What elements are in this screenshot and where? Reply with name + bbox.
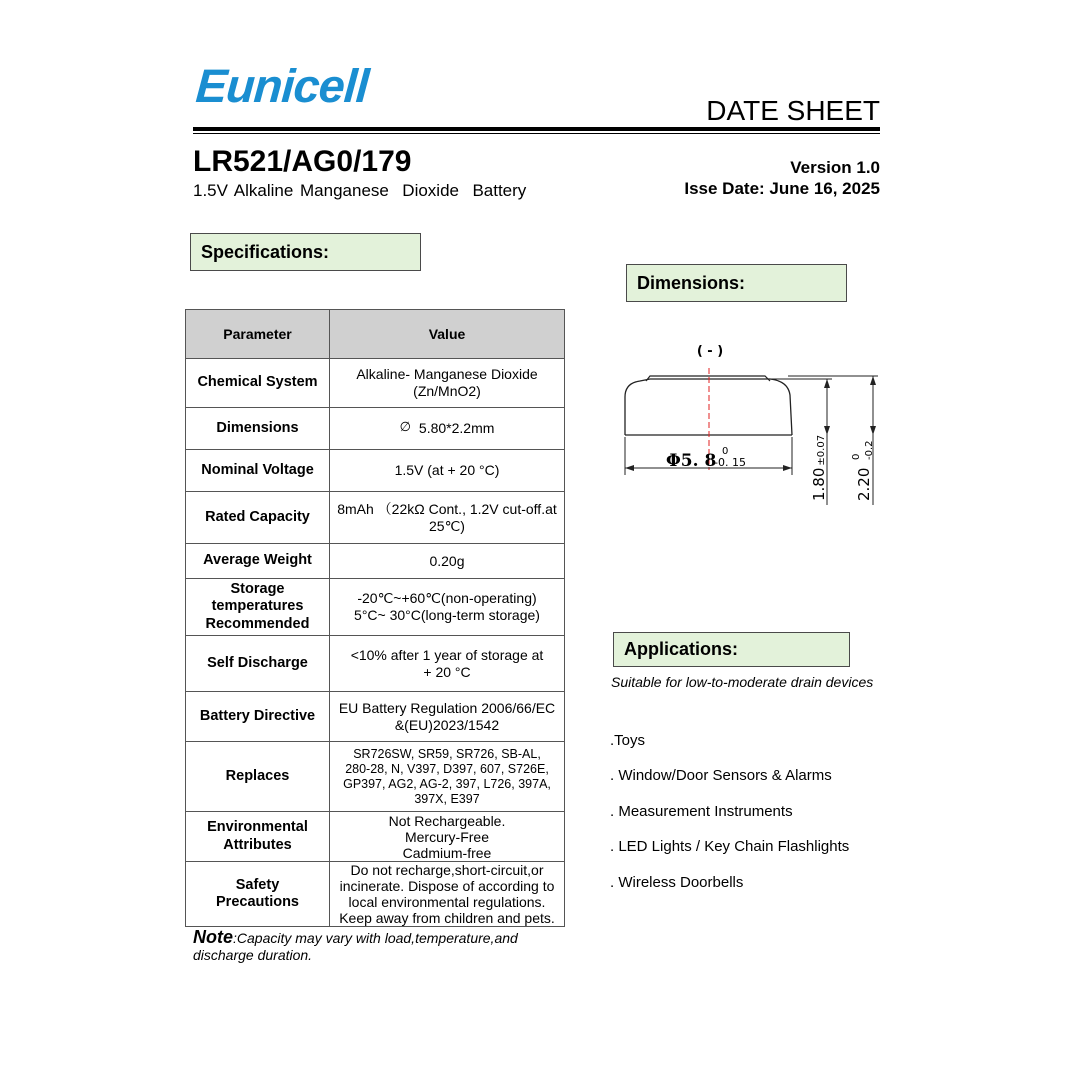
- diameter-arrow-right: [783, 465, 792, 471]
- table-row: [186, 579, 565, 636]
- param-cell: Average Weight: [186, 544, 330, 579]
- param-cell: Battery Directive: [186, 692, 330, 742]
- polarity-label: ( - ): [696, 344, 724, 359]
- param-cell: Safety Precautions: [186, 862, 330, 927]
- note-text: :Capacity may vary with load,temperature,and discharge duration.: [193, 930, 518, 963]
- param-cell: Self Discharge: [186, 636, 330, 692]
- dimensions-heading: Dimensions:: [626, 264, 847, 302]
- column-header-value: Value: [330, 310, 565, 359]
- header-rule-thin: [193, 133, 880, 134]
- value-cell: SR726SW, SR59, SR726, SB-AL, 280-28, N, V397, D397, 607, S726E, GP397, AG2, AG-2, 397, L726, 397A, 397X, E397: [330, 742, 565, 812]
- value-cell: ∅ 5.80*2.2mm: [330, 408, 565, 450]
- table-row: [186, 692, 565, 742]
- specifications-heading: Specifications:: [190, 233, 421, 271]
- value-cell: Alkaline- Manganese Dioxide (Zn/MnO2): [330, 359, 565, 408]
- value-cell: <10% after 1 year of storage at + 20 °C: [330, 636, 565, 692]
- height2-arrow-top: [870, 376, 876, 385]
- height2-tol-upper: 0: [851, 453, 862, 460]
- height1-arrow-bottom: [824, 426, 830, 435]
- value-cell: Not Rechargeable. Mercury-Free Cadmium-free: [330, 812, 565, 862]
- applications-heading: Applications:: [613, 632, 850, 667]
- application-item: .Toys: [610, 732, 646, 749]
- diameter-symbol-icon: ∅: [399, 419, 411, 434]
- header-rule: [193, 127, 880, 131]
- issue-date: Isse Date: June 16, 2025: [684, 179, 880, 198]
- height2-arrow-bottom: [870, 426, 876, 435]
- param-cell: Dimensions: [186, 408, 330, 450]
- diameter-arrow-left: [625, 465, 634, 471]
- document-title: DATE SHEET: [706, 95, 880, 126]
- height1-arrow-top: [824, 379, 830, 388]
- value-cell: EU Battery Regulation 2006/66/EC &(EU)2023/1542: [330, 692, 565, 742]
- note-label: Note: [193, 927, 233, 947]
- param-cell: Storage temperatures Recommended: [186, 579, 330, 636]
- version-label: Version 1.0: [790, 158, 880, 177]
- diameter-tol-upper: 0: [722, 446, 729, 457]
- value-cell: -20℃~+60℃(non-operating) 5°C~ 30°C(long-term storage): [330, 579, 565, 636]
- value-cell: 0.20g: [330, 544, 565, 579]
- value-cell: Do not recharge,short-circuit,or incinerate. Dispose of according to local environmental regulations. Keep away from children and pets.: [330, 862, 565, 927]
- param-cell: Environmental Attributes: [186, 812, 330, 862]
- value-cell: 1.5V (at + 20 °C): [330, 450, 565, 492]
- height2-value: 2.20: [855, 467, 873, 501]
- param-cell: Rated Capacity: [186, 492, 330, 544]
- diameter-value: Φ5. 8: [666, 451, 717, 471]
- applications-intro: Suitable for low-to-moderate drain devices: [611, 674, 874, 690]
- model-number: LR521/AG0/179: [193, 145, 412, 178]
- product-subtitle: 1.5V Alkaline Manganese Dioxide Battery: [193, 181, 527, 200]
- table-row: [186, 492, 565, 544]
- capacity-note: [193, 929, 553, 964]
- table-row: [186, 636, 565, 692]
- param-cell: Chemical System: [186, 359, 330, 408]
- value-cell: 8mAh （22kΩ Cont., 1.2V cut-off.at 25℃): [330, 492, 565, 544]
- specifications-table: [185, 309, 565, 927]
- table-row: [186, 359, 565, 408]
- table-row: [186, 742, 565, 812]
- table-row: [186, 544, 565, 579]
- table-row: [186, 862, 565, 927]
- battery-dimension-drawing: [610, 335, 890, 515]
- diameter-tol-lower: -0. 15: [714, 456, 746, 469]
- application-item: . Window/Door Sensors & Alarms: [610, 767, 832, 784]
- height1-value: 1.80±0.07: [810, 434, 828, 501]
- application-item: . Measurement Instruments: [610, 803, 793, 820]
- table-row: [186, 812, 565, 862]
- application-item: . Wireless Doorbells: [610, 874, 744, 891]
- param-cell: Nominal Voltage: [186, 450, 330, 492]
- height2-tol-lower: -0.2: [864, 440, 875, 460]
- table-row: [186, 450, 565, 492]
- application-item: . LED Lights / Key Chain Flashlights: [610, 838, 850, 855]
- eunicell-logo: Eunicell: [194, 59, 371, 112]
- param-cell: Replaces: [186, 742, 330, 812]
- column-header-parameter: Parameter: [186, 310, 330, 359]
- table-row: [186, 408, 565, 450]
- table-header-row: [186, 310, 565, 359]
